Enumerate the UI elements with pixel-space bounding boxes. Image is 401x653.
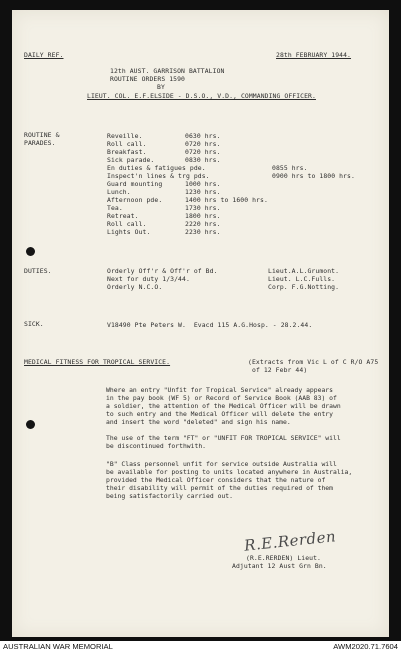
by-line: BY	[157, 83, 165, 91]
routine-label: Lights Out.	[107, 228, 151, 236]
routine-time: 0630 hrs.	[185, 132, 221, 140]
routine-time: 0900 hrs to 1800 hrs.	[272, 172, 355, 180]
routine-time: 1800 hrs.	[185, 212, 221, 220]
medical-extract: (Extracts from Vic L of C R/O A75	[248, 358, 379, 366]
routine-time: 2220 hrs.	[185, 220, 221, 228]
duty-name: Lieut.A.L.Grumont.	[268, 267, 340, 275]
text-line: "B" Class personnel unfit for service outside Australia will	[106, 460, 337, 468]
routine-label: Afternoon pde.	[107, 196, 163, 204]
routine-heading: ROUTINE &	[24, 131, 60, 139]
text-line: and insert the word "deleted" and sign his name.	[106, 418, 291, 426]
text-line: be discontinued forthwith.	[106, 442, 207, 450]
text-line: in the pay book (WF 5) or Record of Service Book (AAB 83) of	[106, 394, 337, 402]
routine-time: 1230 hrs.	[185, 188, 221, 196]
routine-time: 0830 hrs.	[185, 156, 221, 164]
order-date: 28th FEBRUARY 1944.	[276, 51, 352, 59]
handwritten-signature: R.E.Rerden	[243, 527, 337, 555]
footer-institution: AUSTRALIAN WAR MEMORIAL	[3, 642, 113, 651]
routine-label: Retreat.	[107, 212, 139, 220]
text-line: The use of the term "FT" or "UNFIT FOR TROPICAL SERVICE" will	[106, 434, 341, 442]
signatory-name: (R.E.RERDEN) Lieut.	[246, 554, 322, 562]
commanding-officer: LIEUT. COL. E.F.ELSIDE - D.S.O., V.D., COMMANDING OFFICER.	[87, 92, 316, 100]
text-line: Where an entry "Unfit for Tropical Service" already appears	[106, 386, 334, 394]
routine-time: 1730 hrs.	[185, 204, 221, 212]
routine-label: Sick parade.	[107, 156, 155, 164]
routine-time: 1400 hrs to 1600 hrs.	[185, 196, 268, 204]
duties-heading: DUTIES.	[24, 267, 52, 275]
document-page	[12, 10, 389, 637]
footer-bar	[0, 641, 401, 653]
routine-time: 0720 hrs.	[185, 148, 221, 156]
orders-title: ROUTINE ORDERS 1590	[110, 75, 186, 83]
routine-label: Lunch.	[107, 188, 131, 196]
duty-role: Orderly N.C.O.	[107, 283, 163, 291]
text-line: their disability will permit of the duties required of them	[106, 484, 334, 492]
medical-paragraph-1	[106, 386, 396, 426]
duty-name: Lieut. L.C.Fulls.	[268, 275, 336, 283]
text-line: being satisfactorily carried out.	[106, 492, 233, 500]
medical-paragraph-2	[106, 434, 396, 450]
duty-role: Next for duty 1/3/44.	[107, 275, 190, 283]
sick-entry: V18490 Pte Peters W. Evacd 115 A.G.Hosp. - 28.2.44.	[107, 321, 313, 329]
routine-time: 0855 hrs.	[272, 164, 308, 172]
daily-ref: DAILY REF.	[24, 51, 64, 59]
routine-label: En duties & fatigues pde.	[107, 164, 206, 172]
signatory-title: Adjutant 12 Aust Grn Bn.	[232, 562, 327, 570]
routine-label: Guard mounting	[107, 180, 163, 188]
unit-name: 12th AUST. GARRISON BATTALION	[110, 67, 225, 75]
medical-extract-2: of 12 Febr 44)	[252, 366, 308, 374]
routine-label: Tea.	[107, 204, 123, 212]
medical-heading: MEDICAL FITNESS FOR TROPICAL SERVICE.	[24, 358, 171, 366]
routine-time: 0720 hrs.	[185, 140, 221, 148]
routine-time: 2230 hrs.	[185, 228, 221, 236]
duty-name: Corp. F.G.Notting.	[268, 283, 340, 291]
punch-hole	[26, 420, 35, 429]
text-line: provided the Medical Officer considers that the nature of	[106, 476, 326, 484]
sick-heading: SICK.	[24, 320, 44, 328]
duty-role: Orderly Off'r & Off'r of Bd.	[107, 267, 218, 275]
routine-heading-2: PARADES.	[24, 139, 56, 147]
routine-label: Roll call.	[107, 220, 147, 228]
text-line: a soldier, the attention of the Medical Officer will be drawn	[106, 402, 341, 410]
medical-paragraph-3	[106, 460, 396, 500]
routine-time: 1000 hrs.	[185, 180, 221, 188]
footer-accession: AWM2020.71.7604	[333, 642, 398, 651]
text-line: be available for posting to units located anywhere in Australia,	[106, 468, 353, 476]
text-line: to such entry and the Medical Officer will delete the entry	[106, 410, 334, 418]
punch-hole	[26, 247, 35, 256]
routine-label: Reveille.	[107, 132, 143, 140]
routine-label: Inspect'n lines & trg pds.	[107, 172, 210, 180]
routine-label: Roll call.	[107, 140, 147, 148]
routine-label: Breakfast.	[107, 148, 147, 156]
